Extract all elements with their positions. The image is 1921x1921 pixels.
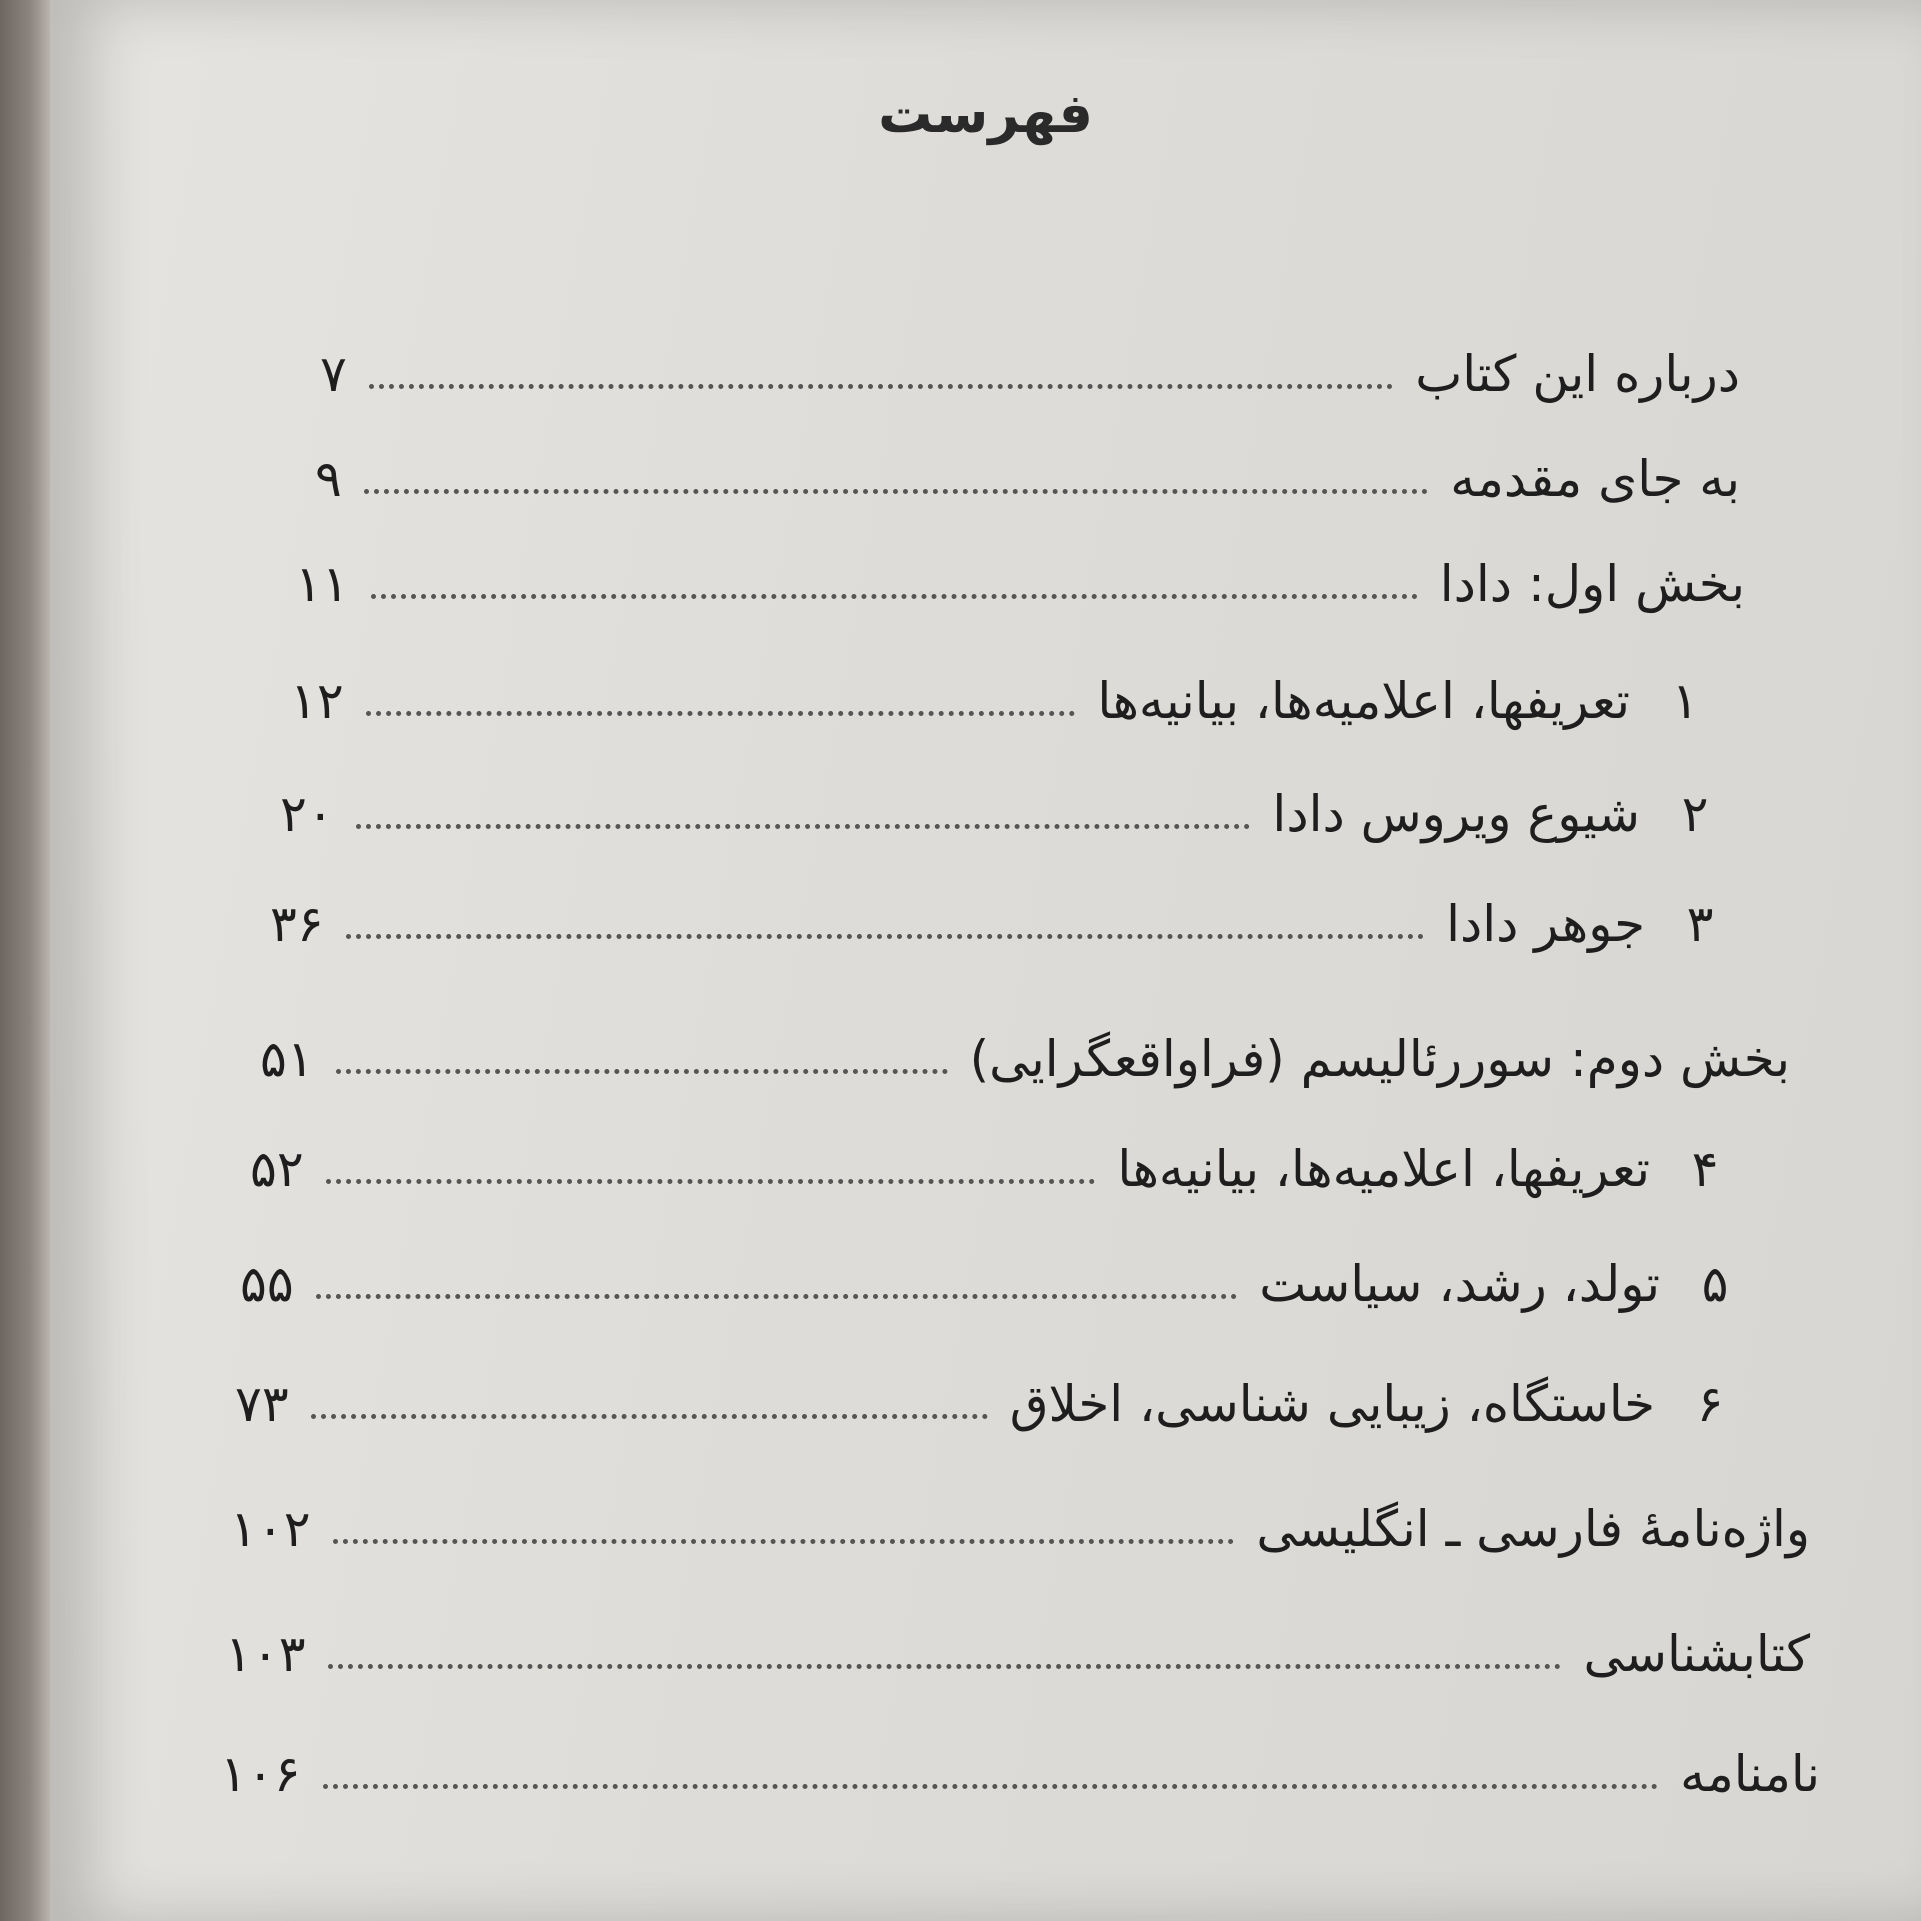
chapter-number: ۵ bbox=[1701, 1255, 1729, 1313]
toc-entry-label: تعریفها، اعلامیه‌ها، بیانیه‌ها bbox=[1097, 672, 1630, 730]
toc-entry bbox=[230, 1500, 1810, 1558]
book-page bbox=[50, 0, 1921, 1921]
dot-leader bbox=[364, 489, 1428, 494]
toc-entry bbox=[315, 450, 1740, 508]
toc-entry-page: ۳۶ bbox=[270, 895, 324, 953]
dot-leader bbox=[326, 1179, 1096, 1184]
toc-entry-page: ۵۲ bbox=[250, 1140, 304, 1198]
toc-entry-label: جوهر دادا bbox=[1446, 895, 1645, 953]
toc-entry-label: تولد، رشد، سیاست bbox=[1259, 1255, 1660, 1313]
background-edge bbox=[0, 0, 50, 1921]
toc-entry-page: ۱۱ bbox=[295, 555, 349, 613]
toc-entry bbox=[250, 1140, 1720, 1198]
toc-entry bbox=[295, 555, 1745, 613]
toc-entry-page: ۷۳ bbox=[235, 1375, 289, 1433]
toc-entry-page: ۷ bbox=[320, 345, 347, 403]
toc-entry bbox=[270, 895, 1715, 953]
dot-leader bbox=[356, 824, 1251, 829]
chapter-number: ۱ bbox=[1671, 672, 1699, 730]
dot-leader bbox=[369, 384, 1393, 389]
table-of-contents bbox=[50, 0, 1921, 1921]
toc-entry-label: به جای مقدمه bbox=[1450, 450, 1740, 508]
toc-entry bbox=[260, 1030, 1790, 1088]
toc-entry bbox=[220, 1745, 1820, 1803]
toc-entry bbox=[290, 672, 1700, 730]
dot-leader bbox=[328, 1664, 1562, 1669]
chapter-number: ۳ bbox=[1686, 895, 1714, 953]
toc-entry-page: ۵۵ bbox=[240, 1255, 294, 1313]
toc-entry bbox=[225, 1625, 1810, 1683]
toc-entry-page: ۱۰۲ bbox=[230, 1500, 311, 1558]
chapter-number: ۴ bbox=[1691, 1140, 1719, 1198]
dot-leader bbox=[316, 1294, 1238, 1299]
toc-entry-page: ۲۰ bbox=[280, 785, 334, 843]
chapter-number: ۲ bbox=[1681, 785, 1709, 843]
toc-entry-label: نامنامه bbox=[1680, 1745, 1820, 1803]
toc-entry-label: بخش دوم: سوررئالیسم (فراواقعگرایی) bbox=[969, 1030, 1790, 1088]
toc-entry bbox=[235, 1375, 1725, 1433]
toc-entry-label: تعریفها، اعلامیه‌ها، بیانیه‌ها bbox=[1117, 1140, 1650, 1198]
toc-entry-page: ۱۰۶ bbox=[220, 1745, 301, 1803]
toc-entry-label: بخش اول: دادا bbox=[1439, 555, 1745, 613]
toc-entry-page: ۱۰۳ bbox=[225, 1625, 306, 1683]
toc-entry bbox=[240, 1255, 1730, 1313]
toc-entry-label: واژه‌نامهٔ فارسی ـ انگلیسی bbox=[1256, 1500, 1810, 1558]
dot-leader bbox=[323, 1784, 1659, 1789]
dot-leader bbox=[346, 934, 1424, 939]
toc-entry bbox=[280, 785, 1710, 843]
toc-entry-page: ۹ bbox=[315, 450, 342, 508]
dot-leader bbox=[366, 711, 1076, 716]
toc-entry-label: شیوع ویروس دادا bbox=[1272, 785, 1640, 843]
dot-leader bbox=[333, 1539, 1235, 1544]
toc-entry-label: کتابشناسی bbox=[1583, 1625, 1810, 1683]
dot-leader bbox=[311, 1414, 988, 1419]
toc-entry bbox=[320, 345, 1740, 403]
toc-entry-page: ۱۲ bbox=[290, 672, 344, 730]
chapter-number: ۶ bbox=[1696, 1375, 1724, 1433]
toc-entry-page: ۵۱ bbox=[260, 1030, 314, 1088]
dot-leader bbox=[371, 594, 1418, 599]
toc-entry-label: خاستگاه، زیبایی شناسی، اخلاق bbox=[1009, 1375, 1655, 1433]
page-title: فهرست bbox=[878, 82, 1093, 145]
toc-entry-label: درباره این کتاب bbox=[1415, 345, 1740, 403]
dot-leader bbox=[336, 1069, 948, 1074]
